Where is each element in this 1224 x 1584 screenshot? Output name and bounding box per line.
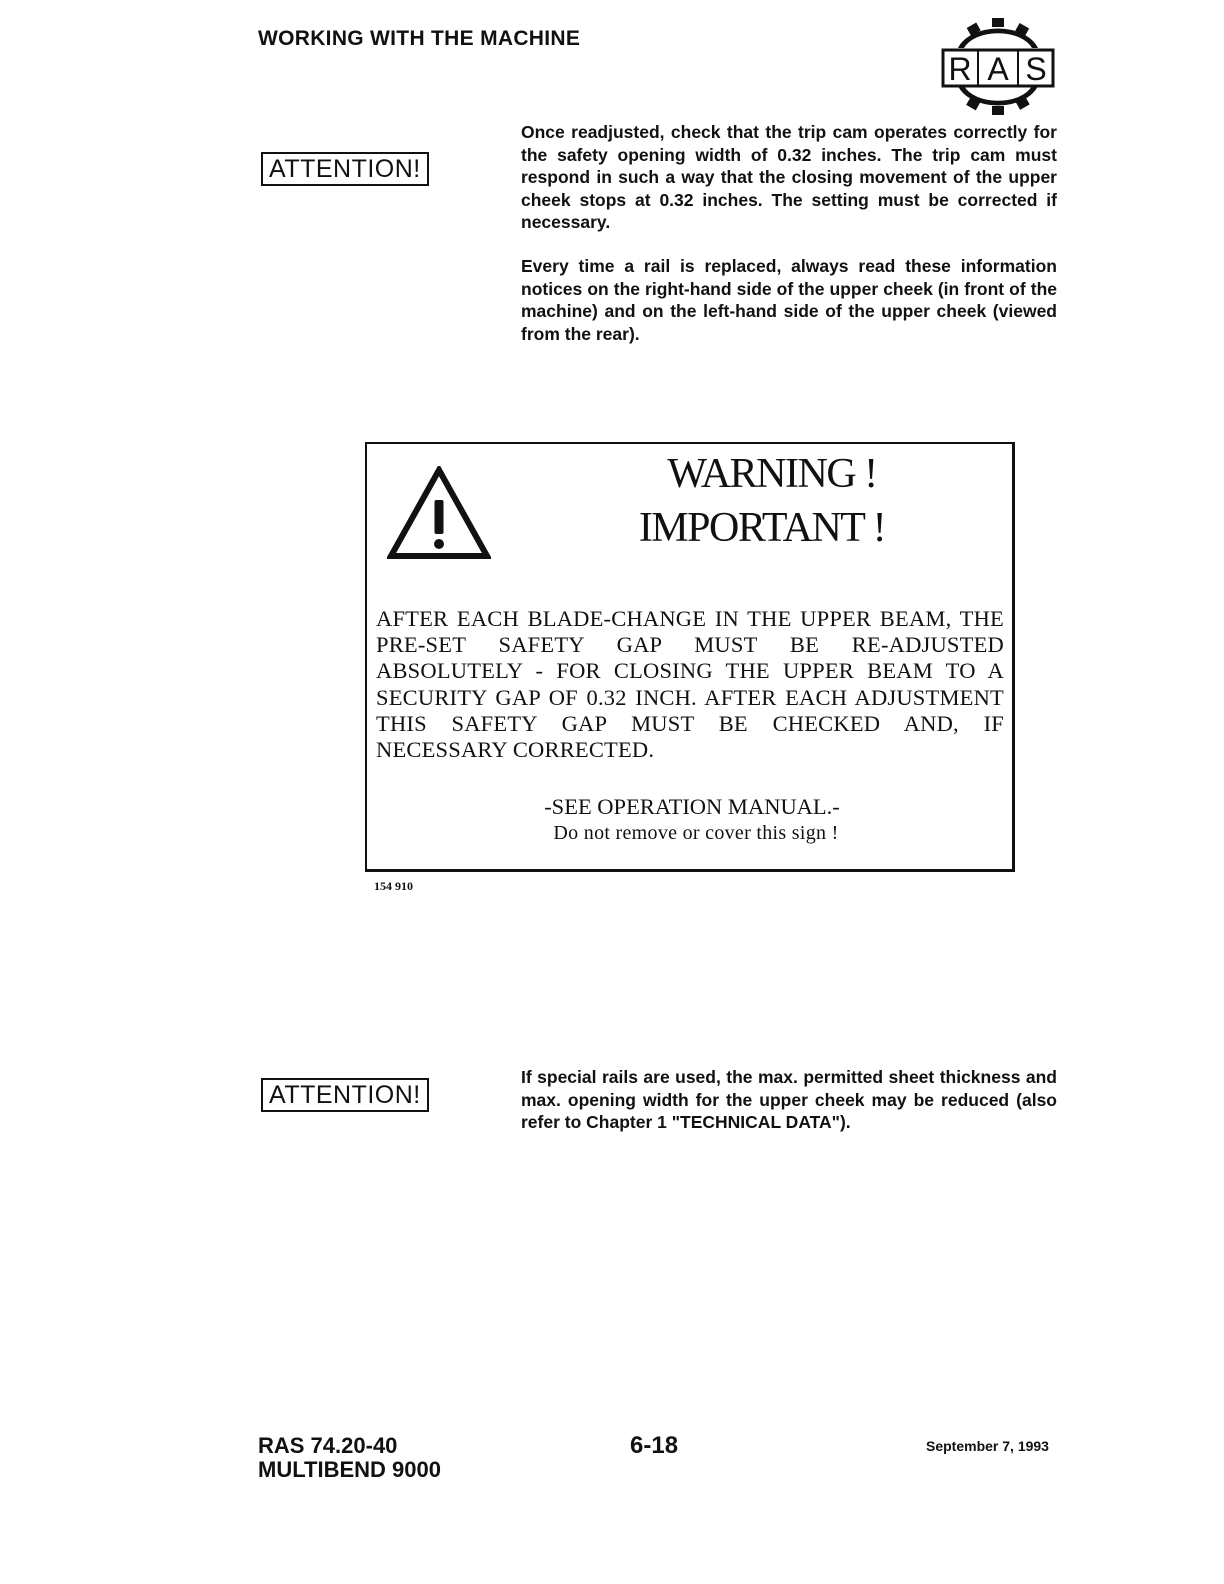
important-heading: IMPORTANT ! xyxy=(638,505,886,551)
paragraph-special-rails: If special rails are used, the max. permitted sheet thickness and max. opening width for the upper cheek may be reduced (also refer to Chapter 1 "TECHNICAL DATA"). xyxy=(521,1067,1057,1133)
warning-sign xyxy=(365,442,1015,872)
warning-body-text: AFTER EACH BLADE-CHANGE IN THE UPPER BEAM, THE PRE-SET SAFETY GAP MUST BE RE-ADJUSTED ABSOLUTELY - FOR CLOSING THE UPPER BEAM TO A SECURITY GAP OF 0.32 INCH. AFTER EACH ADJUSTMENT THIS SAFETY GAP MUST BE CHECKED AND, IF NECESSARY CORRECTED. xyxy=(376,606,1004,763)
page-number: 6-18 xyxy=(630,1432,679,1459)
footer-doc-info xyxy=(258,1434,441,1482)
attention-label: ATTENTION! xyxy=(261,152,429,186)
footer-date: September 7, 1993 xyxy=(926,1438,1049,1454)
warning-heading: WARNING ! xyxy=(667,451,877,497)
attention-label: ATTENTION! xyxy=(261,1078,429,1112)
logo-letter-r: R xyxy=(948,51,972,87)
logo-letter-s: S xyxy=(1025,51,1047,87)
logo-letter-a: A xyxy=(987,51,1009,87)
footer-product-name: MULTIBEND 9000 xyxy=(258,1457,441,1482)
paragraph-rail-replacement: Every time a rail is replaced, always read these information notices on the right-hand side of the upper cheek (in front of the machine) and on the left-hand side of the upper cheek (viewed from the rear). xyxy=(521,256,1057,344)
do-not-remove-text: Do not remove or cover this sign ! xyxy=(553,822,839,844)
gear-logo xyxy=(940,14,1056,118)
footer-doc-number: RAS 74.20-40 xyxy=(258,1433,398,1458)
paragraph-trip-cam-check: Once readjusted, check that the trip cam operates correctly for the safety opening width of 0.32 inches. The trip cam must respond in such a way that the closing movement of the upper cheek stops at 0.32 inches. The setting must be corrected if necessary. xyxy=(521,122,1057,233)
sign-code: 154 910 xyxy=(374,879,413,893)
page-header-title: WORKING WITH THE MACHINE xyxy=(258,27,581,50)
see-manual-text: -SEE OPERATION MANUAL.- xyxy=(544,794,840,819)
